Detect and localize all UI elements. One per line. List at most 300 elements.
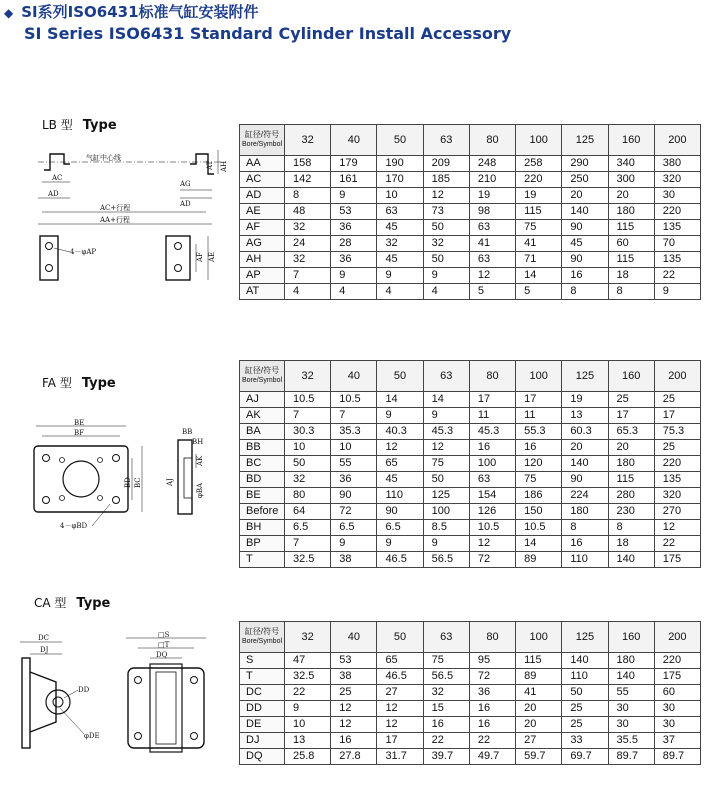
fa-bh-label: BH xyxy=(192,438,204,446)
row-symbol: BP xyxy=(240,536,285,552)
table-cell: 71 xyxy=(516,252,562,268)
table-cell: 45 xyxy=(377,220,423,236)
table-cell: 180 xyxy=(608,204,654,220)
table-cell: 64 xyxy=(285,504,331,520)
row-symbol: AF xyxy=(240,220,285,236)
fa-header-row xyxy=(240,361,701,392)
lb-ae-label: AE xyxy=(208,251,216,262)
table-cell: 14 xyxy=(423,392,469,408)
table-cell: 75 xyxy=(423,653,469,669)
fa-ba-label: φBA xyxy=(196,482,204,498)
bore-symbol-header: 缸径/符号 Bore/Symbol xyxy=(240,125,285,156)
table-cell: 30 xyxy=(654,701,700,717)
table-cell: 89.7 xyxy=(608,749,654,765)
ca-table-body xyxy=(240,653,701,765)
table-cell: 6.5 xyxy=(331,520,377,536)
table-cell: 90 xyxy=(331,488,377,504)
table-cell: 186 xyxy=(516,488,562,504)
table-cell: 50 xyxy=(423,252,469,268)
bore-header: 100 xyxy=(516,622,562,653)
table-cell: 180 xyxy=(608,653,654,669)
table-row xyxy=(240,488,701,504)
table-cell: 50 xyxy=(423,472,469,488)
table-cell: 20 xyxy=(516,717,562,733)
table-cell: 75 xyxy=(516,472,562,488)
diamond-bullet-icon: ◆ xyxy=(4,6,14,20)
table-cell: 55 xyxy=(331,456,377,472)
bore-header: 40 xyxy=(331,361,377,392)
lb-type-word: Type xyxy=(82,118,117,133)
table-cell: 185 xyxy=(423,172,469,188)
table-cell: 135 xyxy=(654,252,700,268)
row-symbol: AE xyxy=(240,204,285,220)
table-cell: 12 xyxy=(377,440,423,456)
table-cell: 72 xyxy=(469,669,515,685)
table-cell: 175 xyxy=(654,669,700,685)
table-cell: 32.5 xyxy=(285,669,331,685)
lb-centerline-label: 气缸中心线 xyxy=(86,154,121,162)
table-cell: 10.5 xyxy=(331,392,377,408)
ca-table xyxy=(239,621,701,765)
table-cell: 115 xyxy=(516,653,562,669)
ca-t-label: □T xyxy=(158,641,170,649)
bore-header: 160 xyxy=(608,361,654,392)
table-cell: 12 xyxy=(469,536,515,552)
table-cell: 72 xyxy=(331,504,377,520)
table-cell: 9 xyxy=(285,701,331,717)
lb-table xyxy=(239,124,701,300)
table-row xyxy=(240,220,701,236)
table-cell: 32 xyxy=(285,472,331,488)
table-cell: 9 xyxy=(331,188,377,204)
table-cell: 9 xyxy=(331,536,377,552)
row-symbol: AK xyxy=(240,408,285,424)
table-row xyxy=(240,284,701,300)
ca-section-label xyxy=(34,594,110,611)
table-cell: 7 xyxy=(285,408,331,424)
table-row xyxy=(240,552,701,568)
table-cell: 248 xyxy=(469,156,515,172)
ca-type-word: Type xyxy=(76,596,111,611)
table-cell: 125 xyxy=(423,488,469,504)
bore-header: 200 xyxy=(654,125,700,156)
table-row xyxy=(240,520,701,536)
bore-header: 40 xyxy=(331,622,377,653)
row-symbol: T xyxy=(240,552,285,568)
table-cell: 7 xyxy=(331,408,377,424)
fa-bc-label: BC xyxy=(134,477,142,488)
table-cell: 12 xyxy=(469,268,515,284)
table-cell: 10.5 xyxy=(285,392,331,408)
table-row xyxy=(240,749,701,765)
table-cell: 19 xyxy=(516,188,562,204)
table-cell: 14 xyxy=(516,268,562,284)
table-cell: 10 xyxy=(285,440,331,456)
table-cell: 9 xyxy=(423,268,469,284)
table-cell: 60 xyxy=(608,236,654,252)
row-symbol: AD xyxy=(240,188,285,204)
table-cell: 65.3 xyxy=(608,424,654,440)
row-symbol: DD xyxy=(240,701,285,717)
bore-header: 100 xyxy=(516,361,562,392)
table-cell: 175 xyxy=(654,552,700,568)
table-cell: 56.5 xyxy=(423,552,469,568)
table-cell: 32 xyxy=(377,236,423,252)
table-cell: 89 xyxy=(516,552,562,568)
fa-section-label xyxy=(42,374,116,391)
table-cell: 17 xyxy=(377,733,423,749)
table-cell: 220 xyxy=(654,456,700,472)
table-cell: 37 xyxy=(654,733,700,749)
table-cell: 142 xyxy=(285,172,331,188)
table-cell: 25 xyxy=(331,685,377,701)
page-header xyxy=(4,2,511,45)
table-cell: 18 xyxy=(608,536,654,552)
row-symbol: BB xyxy=(240,440,285,456)
lb-aa-stroke-label: AA+行程 xyxy=(100,216,130,224)
table-cell: 161 xyxy=(331,172,377,188)
table-cell: 6.5 xyxy=(377,520,423,536)
table-cell: 25 xyxy=(562,701,608,717)
table-cell: 31.7 xyxy=(377,749,423,765)
title-cn-line xyxy=(4,2,511,23)
bore-header: 160 xyxy=(608,622,654,653)
table-cell: 18 xyxy=(608,268,654,284)
table-cell: 46.5 xyxy=(377,552,423,568)
table-row xyxy=(240,252,701,268)
table-cell: 20 xyxy=(516,701,562,717)
table-cell: 135 xyxy=(654,472,700,488)
table-cell: 11 xyxy=(469,408,515,424)
table-cell: 170 xyxy=(377,172,423,188)
lb-label: LB 型 xyxy=(42,118,73,132)
table-cell: 17 xyxy=(608,408,654,424)
row-symbol: BC xyxy=(240,456,285,472)
table-cell: 65 xyxy=(377,456,423,472)
table-cell: 30 xyxy=(608,701,654,717)
fa-bd4-label: 4－φBD xyxy=(60,522,88,530)
lb-ag-label: AG xyxy=(180,180,191,188)
fa-drawing-svg xyxy=(20,418,235,536)
table-cell: 90 xyxy=(377,504,423,520)
table-cell: 50 xyxy=(285,456,331,472)
table-cell: 12 xyxy=(423,440,469,456)
table-cell: 30 xyxy=(608,717,654,733)
table-cell: 27 xyxy=(377,685,423,701)
table-cell: 65 xyxy=(377,653,423,669)
table-cell: 98 xyxy=(469,204,515,220)
lb-drawing-svg xyxy=(30,140,230,290)
table-cell: 115 xyxy=(608,252,654,268)
table-cell: 63 xyxy=(377,204,423,220)
table-row xyxy=(240,424,701,440)
table-cell: 17 xyxy=(516,392,562,408)
table-cell: 80 xyxy=(285,488,331,504)
ca-de-label: φDE xyxy=(84,732,100,740)
table-cell: 16 xyxy=(469,701,515,717)
table-cell: 100 xyxy=(423,504,469,520)
table-cell: 150 xyxy=(516,504,562,520)
table-cell: 16 xyxy=(562,536,608,552)
table-cell: 20 xyxy=(562,440,608,456)
table-cell: 16 xyxy=(469,440,515,456)
row-symbol: DJ xyxy=(240,733,285,749)
bore-header: 63 xyxy=(423,125,469,156)
table-cell: 209 xyxy=(423,156,469,172)
table-cell: 36 xyxy=(331,220,377,236)
table-cell: 320 xyxy=(654,172,700,188)
table-cell: 9 xyxy=(331,268,377,284)
table-cell: 154 xyxy=(469,488,515,504)
table-cell: 258 xyxy=(516,156,562,172)
table-row xyxy=(240,717,701,733)
row-symbol: DQ xyxy=(240,749,285,765)
bore-header: 40 xyxy=(331,125,377,156)
table-cell: 25 xyxy=(608,392,654,408)
table-cell: 45.3 xyxy=(469,424,515,440)
table-cell: 7 xyxy=(285,268,331,284)
table-cell: 69.7 xyxy=(562,749,608,765)
table-cell: 46.5 xyxy=(377,669,423,685)
table-cell: 89.7 xyxy=(654,749,700,765)
fa-drawing xyxy=(20,418,235,536)
table-cell: 8.5 xyxy=(423,520,469,536)
table-row xyxy=(240,685,701,701)
table-cell: 140 xyxy=(562,456,608,472)
fa-table xyxy=(239,360,701,568)
bore-header: 63 xyxy=(423,361,469,392)
table-cell: 380 xyxy=(654,156,700,172)
table-cell: 22 xyxy=(285,685,331,701)
row-symbol: AG xyxy=(240,236,285,252)
table-cell: 22 xyxy=(423,733,469,749)
row-symbol: T xyxy=(240,669,285,685)
table-cell: 8 xyxy=(608,520,654,536)
table-cell: 10 xyxy=(377,188,423,204)
table-cell: 110 xyxy=(562,669,608,685)
table-cell: 180 xyxy=(608,456,654,472)
table-cell: 56.5 xyxy=(423,669,469,685)
table-cell: 75 xyxy=(516,220,562,236)
table-cell: 8 xyxy=(562,520,608,536)
table-cell: 30 xyxy=(654,717,700,733)
table-cell: 13 xyxy=(562,408,608,424)
table-cell: 27 xyxy=(516,733,562,749)
table-cell: 126 xyxy=(469,504,515,520)
bore-header: 63 xyxy=(423,622,469,653)
table-row xyxy=(240,156,701,172)
table-cell: 75.3 xyxy=(654,424,700,440)
table-row xyxy=(240,172,701,188)
table-cell: 27.8 xyxy=(331,749,377,765)
table-cell: 95 xyxy=(469,653,515,669)
table-cell: 12 xyxy=(423,188,469,204)
fa-bb-label: BB xyxy=(182,428,193,436)
table-cell: 63 xyxy=(469,472,515,488)
bore-header: 80 xyxy=(469,361,515,392)
table-row xyxy=(240,456,701,472)
lb-ac-stroke-label: AC+行程 xyxy=(100,204,131,212)
ca-drawing-svg xyxy=(16,628,231,758)
table-row xyxy=(240,204,701,220)
row-symbol: AJ xyxy=(240,392,285,408)
table-row xyxy=(240,536,701,552)
table-cell: 10.5 xyxy=(516,520,562,536)
table-cell: 41 xyxy=(469,236,515,252)
table-cell: 28 xyxy=(331,236,377,252)
table-cell: 9 xyxy=(423,408,469,424)
fa-table-body xyxy=(240,392,701,568)
fa-ak-label: AK xyxy=(196,455,204,466)
lb-ap-label: 4－φAP xyxy=(70,248,97,256)
bore-header: 125 xyxy=(562,622,608,653)
lb-at-label: AT xyxy=(206,160,214,170)
table-cell: 12 xyxy=(331,701,377,717)
table-cell: 220 xyxy=(516,172,562,188)
table-cell: 9 xyxy=(377,408,423,424)
table-cell: 4 xyxy=(377,284,423,300)
table-cell: 180 xyxy=(562,504,608,520)
bore-header: 160 xyxy=(608,125,654,156)
table-cell: 33 xyxy=(562,733,608,749)
table-cell: 75 xyxy=(423,456,469,472)
row-symbol: AT xyxy=(240,284,285,300)
table-row xyxy=(240,701,701,717)
row-symbol: BH xyxy=(240,520,285,536)
table-cell: 24 xyxy=(285,236,331,252)
table-cell: 16 xyxy=(423,717,469,733)
table-cell: 35.3 xyxy=(331,424,377,440)
lb-ad-label: AD xyxy=(48,190,59,198)
table-cell: 140 xyxy=(608,669,654,685)
table-cell: 8 xyxy=(285,188,331,204)
table-cell: 32 xyxy=(423,685,469,701)
row-symbol: DC xyxy=(240,685,285,701)
bore-header: 100 xyxy=(516,125,562,156)
bore-header: 32 xyxy=(285,361,331,392)
table-cell: 38 xyxy=(331,669,377,685)
bore-header: 50 xyxy=(377,622,423,653)
table-cell: 41 xyxy=(516,236,562,252)
table-cell: 36 xyxy=(331,472,377,488)
table-cell: 35.5 xyxy=(608,733,654,749)
table-cell: 100 xyxy=(469,456,515,472)
bore-header: 80 xyxy=(469,622,515,653)
table-cell: 340 xyxy=(608,156,654,172)
table-cell: 9 xyxy=(423,536,469,552)
table-cell: 110 xyxy=(377,488,423,504)
table-row xyxy=(240,408,701,424)
table-cell: 10 xyxy=(331,440,377,456)
table-cell: 230 xyxy=(608,504,654,520)
table-cell: 60.3 xyxy=(562,424,608,440)
table-cell: 220 xyxy=(654,653,700,669)
table-cell: 53 xyxy=(331,653,377,669)
table-cell: 25 xyxy=(654,440,700,456)
table-cell: 40.3 xyxy=(377,424,423,440)
bore-header: 125 xyxy=(562,125,608,156)
table-cell: 32 xyxy=(285,252,331,268)
table-cell: 9 xyxy=(377,536,423,552)
fa-type-word: Type xyxy=(81,376,116,391)
bore-header: 125 xyxy=(562,361,608,392)
table-cell: 14 xyxy=(377,392,423,408)
table-cell: 270 xyxy=(654,504,700,520)
ca-dd-label: DD xyxy=(78,686,90,694)
table-cell: 45 xyxy=(377,252,423,268)
table-cell: 22 xyxy=(469,733,515,749)
table-cell: 8 xyxy=(608,284,654,300)
table-cell: 17 xyxy=(654,408,700,424)
table-cell: 20 xyxy=(608,188,654,204)
ca-dj-label: DJ xyxy=(40,646,49,654)
table-cell: 8 xyxy=(562,284,608,300)
table-cell: 135 xyxy=(654,220,700,236)
table-cell: 45 xyxy=(377,472,423,488)
row-symbol: DE xyxy=(240,717,285,733)
table-cell: 39.7 xyxy=(423,749,469,765)
table-cell: 25 xyxy=(654,392,700,408)
table-cell: 22 xyxy=(654,536,700,552)
table-cell: 63 xyxy=(469,252,515,268)
table-cell: 41 xyxy=(516,685,562,701)
row-symbol: AC xyxy=(240,172,285,188)
row-symbol: AH xyxy=(240,252,285,268)
bore-header: 50 xyxy=(377,361,423,392)
table-cell: 48 xyxy=(285,204,331,220)
bore-symbol-header: 缸径/符号 Bore/Symbol xyxy=(240,622,285,653)
table-cell: 55.3 xyxy=(516,424,562,440)
row-symbol: BD xyxy=(240,472,285,488)
lb-af-label: AF xyxy=(196,252,204,262)
table-cell: 90 xyxy=(562,252,608,268)
bore-symbol-header: 缸径/符号 Bore/Symbol xyxy=(240,361,285,392)
lb-ah-label: AH xyxy=(220,160,228,172)
table-cell: 5 xyxy=(516,284,562,300)
fa-bd-label: BD xyxy=(124,477,132,488)
table-cell: 4 xyxy=(285,284,331,300)
table-cell: 115 xyxy=(608,472,654,488)
table-cell: 280 xyxy=(608,488,654,504)
lb-header-row xyxy=(240,125,701,156)
table-cell: 73 xyxy=(423,204,469,220)
table-row xyxy=(240,268,701,284)
table-cell: 72 xyxy=(469,552,515,568)
table-cell: 10.5 xyxy=(469,520,515,536)
table-cell: 49.7 xyxy=(469,749,515,765)
table-cell: 45 xyxy=(562,236,608,252)
table-cell: 15 xyxy=(423,701,469,717)
table-cell: 210 xyxy=(469,172,515,188)
table-cell: 20 xyxy=(562,188,608,204)
fa-bf-label: BF xyxy=(74,429,85,437)
table-cell: 16 xyxy=(469,717,515,733)
table-cell: 25.8 xyxy=(285,749,331,765)
table-cell: 70 xyxy=(654,236,700,252)
table-cell: 290 xyxy=(562,156,608,172)
table-cell: 60 xyxy=(654,685,700,701)
table-cell: 5 xyxy=(469,284,515,300)
table-cell: 16 xyxy=(516,440,562,456)
row-symbol: AP xyxy=(240,268,285,284)
fa-be-label: BE xyxy=(74,419,85,427)
table-cell: 32 xyxy=(285,220,331,236)
table-row xyxy=(240,504,701,520)
lb-ad-right-label: AD xyxy=(180,200,191,208)
table-row xyxy=(240,669,701,685)
table-row xyxy=(240,392,701,408)
table-cell: 16 xyxy=(331,733,377,749)
